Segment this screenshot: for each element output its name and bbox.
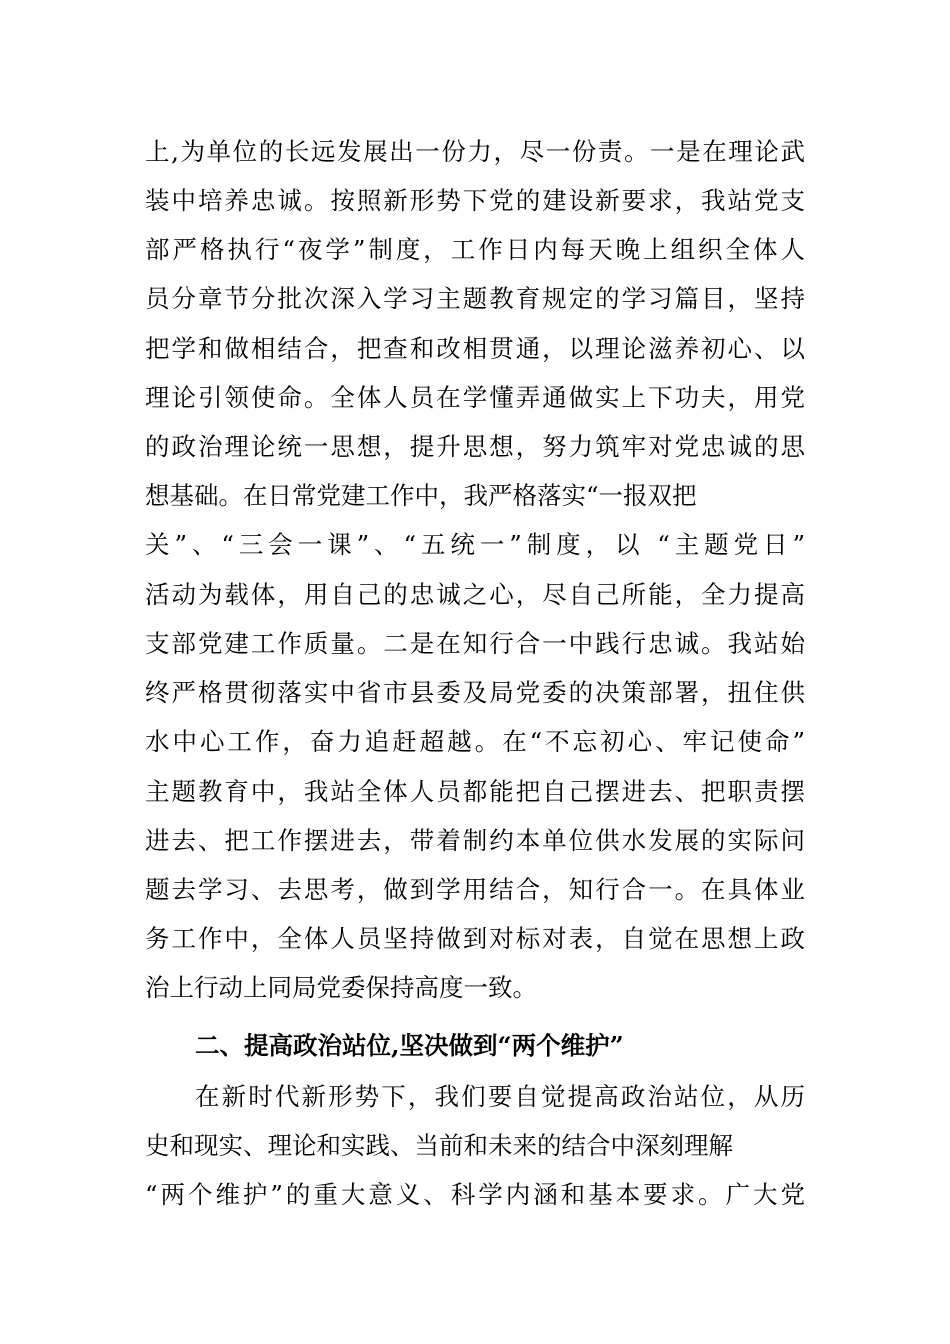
body-text-line: 把学和做相结合，把查和改相贯通，以理论滋养初心、以 <box>145 334 805 363</box>
body-text-line: 上,为单位的长远发展出一份力，尽一份责。一是在理论武 <box>145 137 805 166</box>
section-heading: 二、提高政治站位,坚决做到“两个维护” <box>195 1031 624 1060</box>
body-text-line: 理论引领使命。全体人员在学懂弄通做实上下功夫，用党 <box>145 383 805 412</box>
body-text-line: “两个维护”的重大意义、科学内涵和基本要求。广大党 <box>145 1180 805 1209</box>
body-text-line: 活动为载体，用自己的忠诚之心，尽自己所能，全力提高 <box>145 580 805 609</box>
body-text-line: 的政治理论统一思想，提升思想，努力筑牢对党忠诚的思 <box>145 432 805 461</box>
body-text-line: 在新时代新形势下，我们要自觉提高政治站位，从历 <box>195 1082 805 1111</box>
body-text-line: 想基础。在日常党建工作中，我严格落实“一报双把 <box>145 481 697 510</box>
body-text-line: 题去学习、去思考，做到学用结合，知行合一。在具体业 <box>145 875 805 904</box>
body-text-line: 治上行动上同局党委保持高度一致。 <box>145 973 537 1002</box>
body-text-line: 关”、“三会一课”、“五统一”制度，以 “主题党日” <box>145 530 805 559</box>
body-text-line: 终严格贯彻落实中省市县委及局党委的决策部署，扭住供 <box>145 678 805 707</box>
body-text-line: 水中心工作，奋力追赶超越。在“不忘初心、牢记使命” <box>145 727 805 756</box>
body-text-line: 史和现实、理论和实践、当前和未来的结合中深刻理解 <box>145 1131 733 1160</box>
body-text-line: 主题教育中，我站全体人员都能把自己摆进去、把职责摆 <box>145 777 805 806</box>
body-text-line: 装中培养忠诚。按照新形势下党的建设新要求，我站党支 <box>145 186 805 215</box>
body-text-line: 支部党建工作质量。二是在知行合一中践行忠诚。我站始 <box>145 629 805 658</box>
body-text-line: 进去、把工作摆进去，带着制约本单位供水发展的实际问 <box>145 826 805 855</box>
body-text-line: 务工作中，全体人员坚持做到对标对表，自觉在思想上政 <box>145 924 805 953</box>
body-text-line: 员分章节分批次深入学习主题教育规定的学习篇目，坚持 <box>145 284 805 313</box>
body-text-line: 部严格执行“夜学”制度，工作日内每天晚上组织全体人 <box>145 235 805 264</box>
